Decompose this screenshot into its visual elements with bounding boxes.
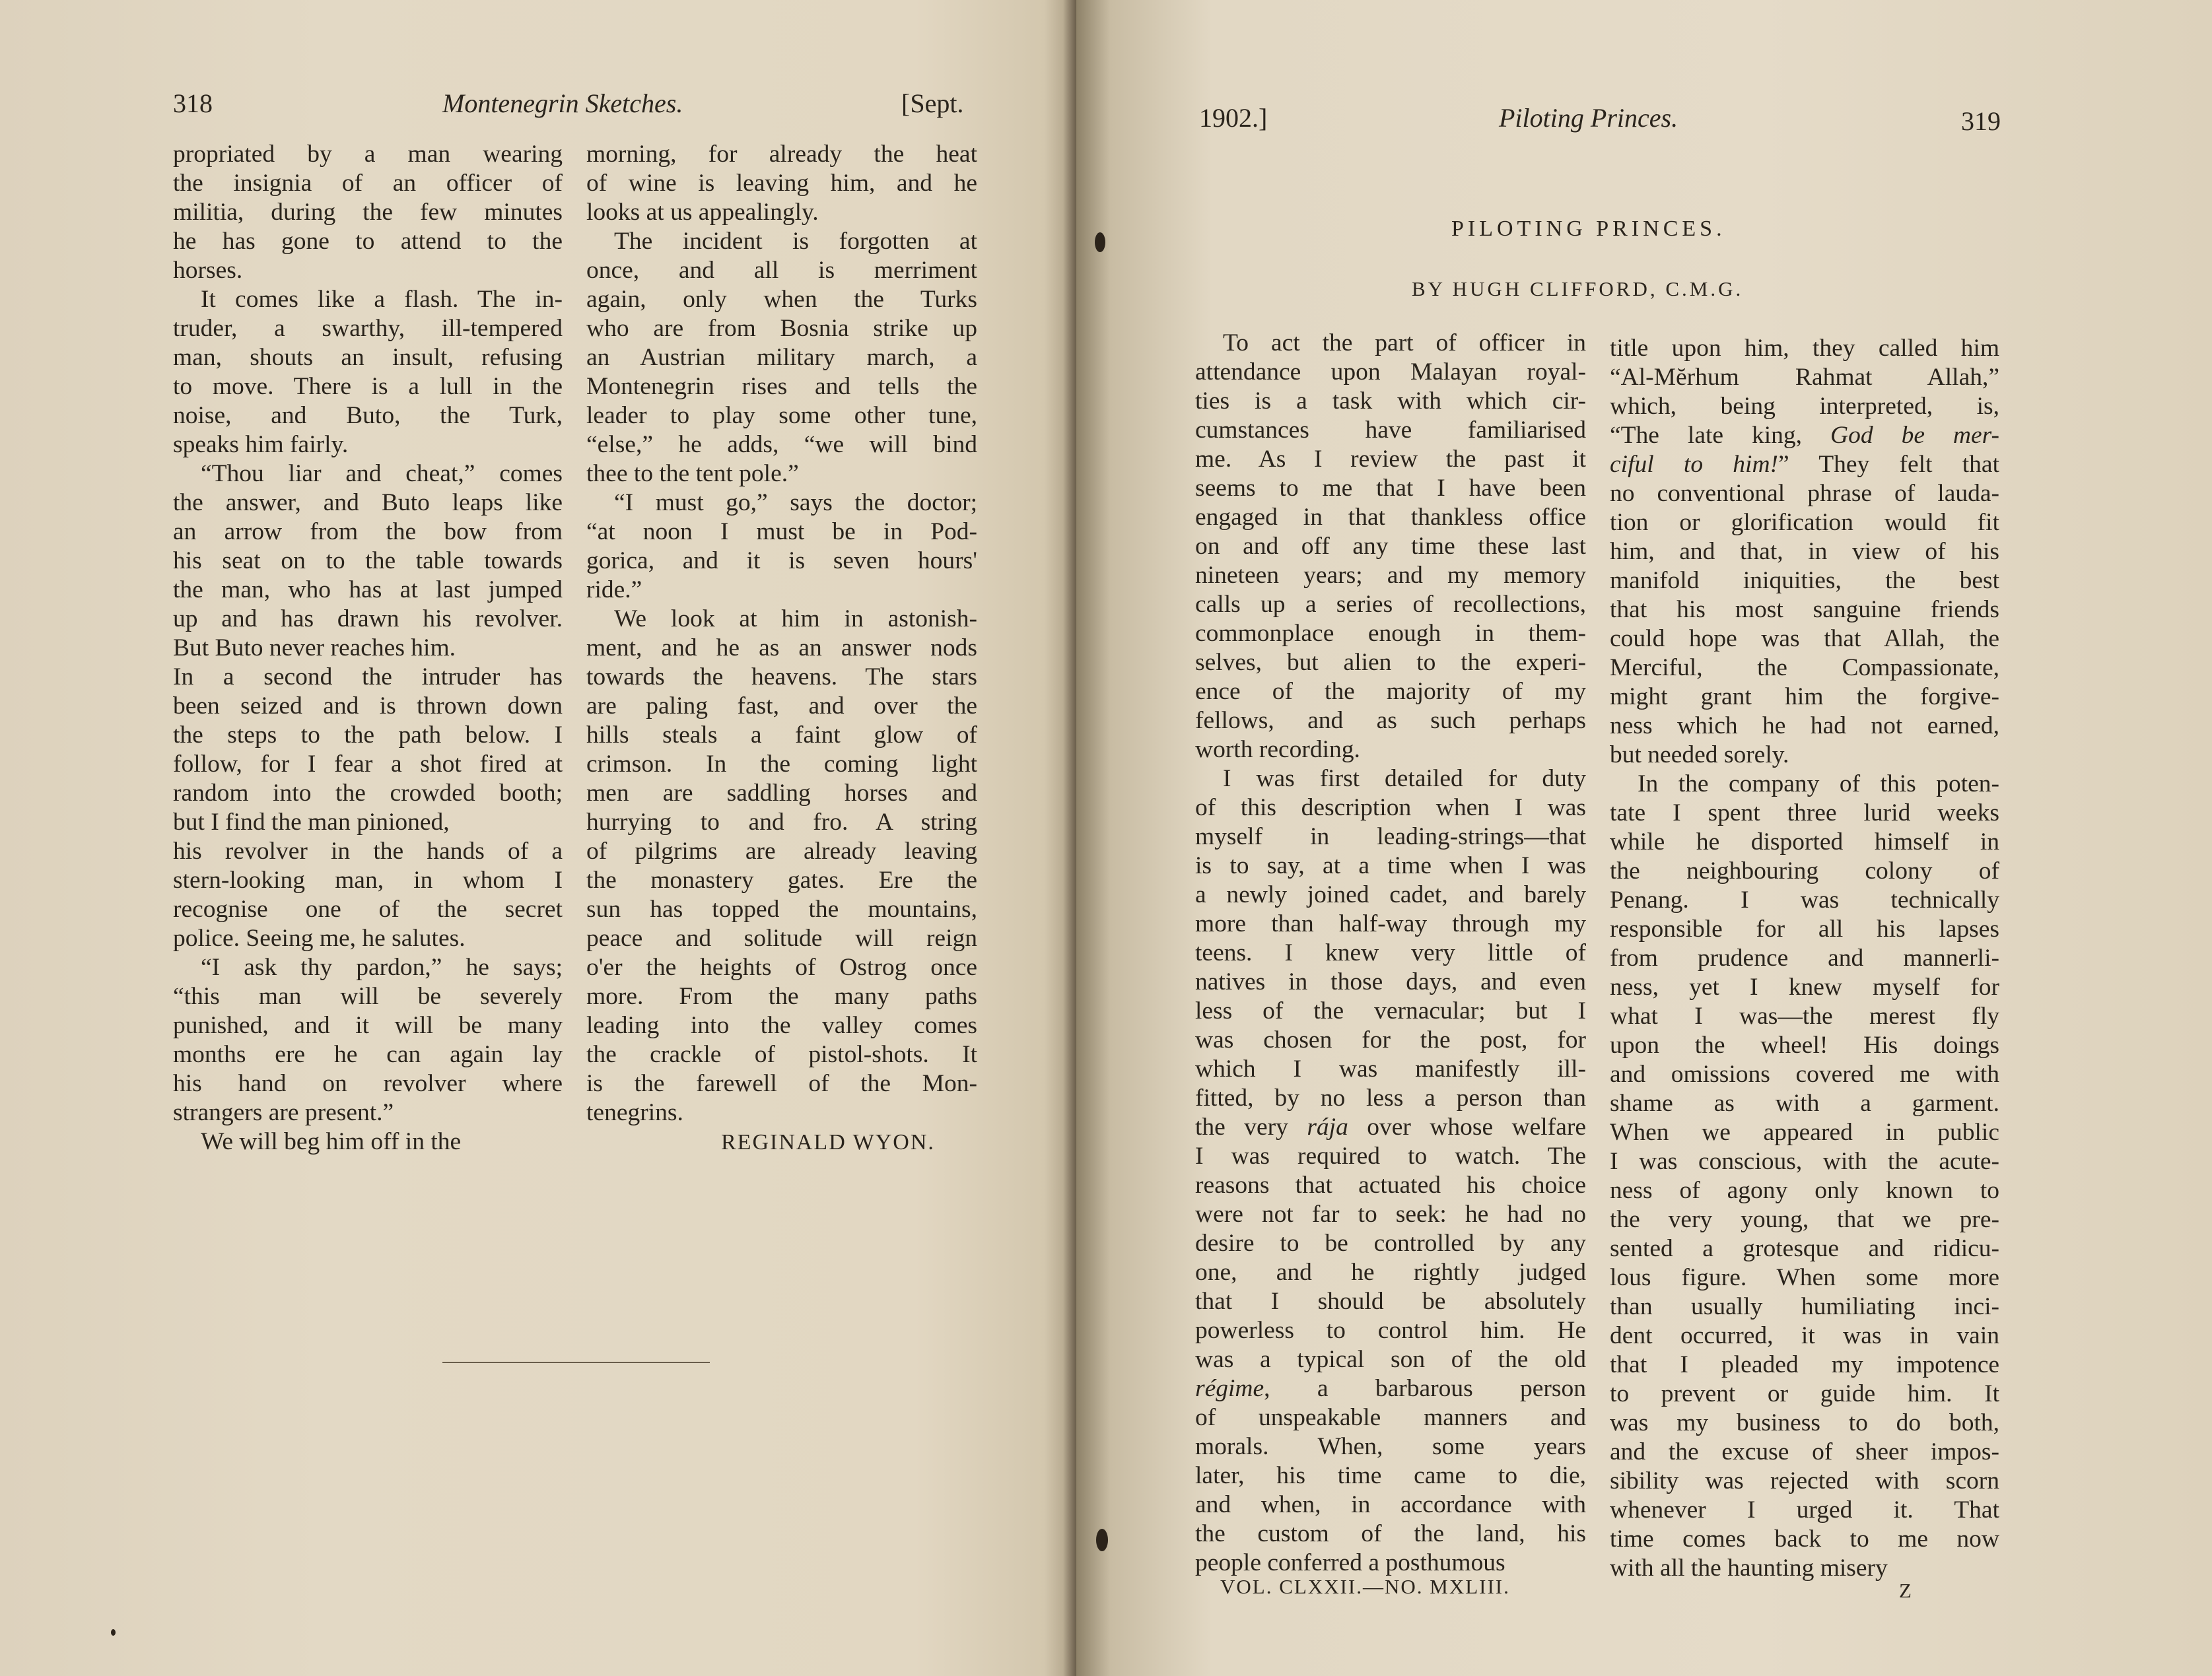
text-line: random into the crowded booth; [173,780,563,807]
text-line: o'er the heights of Ostrog once [586,954,977,981]
text-line: “at noon I must be in Pod- [586,518,977,545]
text-line: I was first detailed for duty [1223,765,1586,792]
text-line: while he disported himself in [1610,828,1999,855]
text-line: might grant him the forgive- [1610,683,1999,710]
text-line: teens. I knew very little of [1195,939,1586,966]
text-line: fellows, and as such perhaps [1195,707,1586,734]
text-line: once, and all is merriment [586,257,977,284]
text-line: of pilgrims are already leaving [586,838,977,865]
text-line: are paling fast, and over the [586,692,977,720]
text-line: Merciful, the Compassionate, [1610,654,1999,681]
text-line: than usually humiliating inci- [1610,1293,1999,1320]
text-line: nineteen years; and my memory [1195,562,1586,589]
text-line: horses. [173,257,243,284]
text-line: “The late king, God be mer- [1610,422,1999,449]
text-line: “Al-Mĕrhum Rahmat Allah,” [1610,364,1999,391]
text-line: morals. When, some years [1195,1433,1586,1460]
text-line: upon the wheel! His doings [1610,1032,1999,1059]
text-line: an Austrian military march, a [586,344,977,371]
text-line: régime, a barbarous person [1195,1375,1586,1402]
text-line: thee to the tent pole.” [586,460,799,487]
text-line: more than half-way through my [1195,910,1586,937]
text-line: an arrow from the bow from [173,518,563,545]
text-line: looks at us appealingly. [586,199,819,226]
text-line: been seized and is thrown down [173,692,563,720]
text-line: of unspeakable manners and [1195,1404,1586,1431]
text-line: “else,” he adds, “we will bind [586,431,977,458]
text-line: speaks him fairly. [173,431,349,458]
text-line: what I was—the merest fly [1610,1003,1999,1030]
text-line: of wine is leaving him, and he [586,170,977,197]
text-line: could hope was that Allah, the [1610,625,1999,652]
left-month: [Sept. [901,88,964,118]
text-line: that I pleaded my impotence [1610,1351,1999,1378]
text-line: sibility was rejected with scorn [1610,1467,1999,1494]
text-line: and when, in accordance with [1195,1491,1586,1518]
text-line: peace and solitude will reign [586,925,977,952]
text-line: ciful to him!” They felt that [1610,451,1999,478]
text-line: “this man will be severely [173,983,563,1010]
text-line: calls up a series of recollections, [1195,591,1586,618]
left-page [0,0,1076,1676]
text-line: The incident is forgotten at [614,228,977,255]
text-line: his hand on revolver where [173,1070,563,1097]
text-line: the answer, and Buto leaps like [173,489,563,516]
text-line: people conferred a posthumous [1195,1549,1505,1576]
text-line: police. Seeing me, he salutes. [173,925,466,952]
text-line: to prevent or guide him. It [1610,1380,1999,1407]
text-line: hills steals a faint glow of [586,721,977,749]
signature-mark: Z [1899,1579,1912,1602]
text-line: crimson. In the coming light [586,751,977,778]
text-line: gorica, and it is seven hours' [586,547,977,574]
text-line: ness of agony only known to [1610,1177,1999,1204]
text-line: propriated by a man wearing [173,141,563,168]
text-line: hurrying to and fro. A string [586,809,977,836]
text-line: was chosen for the post, for [1195,1026,1586,1054]
text-line: were not far to seek: he had no [1195,1201,1586,1228]
text-line: which I was manifestly ill- [1195,1056,1586,1083]
text-line: engaged in that thankless office [1195,504,1586,531]
text-line: him, and that, in view of his [1610,538,1999,565]
text-line: In the company of this poten- [1638,770,1999,797]
text-line: dent occurred, it was in vain [1610,1322,1999,1349]
text-line: To act the part of officer in [1223,329,1586,356]
text-line: cumstances have familiarised [1195,417,1586,444]
text-line: natives in those days, and even [1195,968,1586,995]
text-line: ties is a task with which cir- [1195,387,1586,415]
text-line: the crackle of pistol-shots. It [586,1041,977,1068]
text-line: morning, for already the heat [586,141,977,168]
text-line: is to say, at a time when I was [1195,852,1586,879]
text-line: lous figure. When some more [1610,1264,1999,1291]
right-year: 1902.] [1199,103,1268,133]
text-line: We look at him in astonish- [614,605,977,632]
text-line: powerless to control him. He [1195,1317,1586,1344]
text-line: follow, for I fear a shot fired at [173,751,563,778]
text-line: ment, and he as an answer nods [586,634,977,661]
article-signature: REGINALD WYON. [721,1130,935,1155]
left-column-1 [173,140,563,1156]
text-line: the steps to the path below. I [173,721,563,749]
text-line: attendance upon Malayan royal- [1195,358,1586,385]
text-line: the very young, that we pre- [1610,1206,1999,1233]
left-column-2 [586,140,977,1127]
text-line: Penang. I was technically [1610,887,1999,914]
left-page-number: 318 [173,88,213,118]
text-line: no conventional phrase of lauda- [1610,480,1999,507]
text-line: he has gone to attend to the [173,228,563,255]
text-line: fitted, by no less a person than [1195,1085,1586,1112]
text-line: worth recording. [1195,736,1360,763]
text-line: time comes back to me now [1610,1525,1999,1553]
text-line: and the excuse of sheer impos- [1610,1438,1999,1465]
text-line: I was required to watch. The [1195,1143,1586,1170]
text-line: leading into the valley comes [586,1012,977,1039]
text-line: a newly joined cadet, and barely [1195,881,1586,908]
text-line: seems to me that I have been [1195,475,1586,502]
text-line: was a typical son of the old [1195,1346,1586,1373]
text-line: again, only when the Turks [586,286,977,313]
text-line: reasons that actuated his choice [1195,1172,1586,1199]
text-line: It comes like a flash. The in- [201,286,563,313]
left-running-title: Montenegrin Sketches. [442,88,683,118]
text-line: commonplace enough in them- [1195,620,1586,647]
text-line: selves, but alien to the experi- [1195,649,1586,676]
text-line: strangers are present.” [173,1099,394,1126]
text-line: manifold iniquities, the best [1610,567,1999,594]
text-line: shame as with a garment. [1610,1090,1999,1117]
text-line: but I find the man pinioned, [173,809,450,836]
text-line: stern-looking man, in whom I [173,867,563,894]
text-line: tate I spent three lurid weeks [1610,799,1999,826]
text-line: man, shouts an insult, refusing [173,344,563,371]
text-line: less of the vernacular; but I [1195,997,1586,1024]
text-line: months ere he can again lay [173,1041,563,1068]
text-line: is the farewell of the Mon- [586,1070,977,1097]
binding-hole [1096,1529,1108,1551]
text-line: title upon him, they called him [1610,335,1999,362]
text-line: punished, and it will be many [173,1012,563,1039]
text-line: the insignia of an officer of [173,170,563,197]
text-line: that his most sanguine friends [1610,596,1999,623]
text-line: but needed sorely. [1610,741,1789,768]
text-line: In a second the intruder has [173,663,563,690]
text-line: truder, a swarthy, ill-tempered [173,315,563,342]
text-line: whenever I urged it. That [1610,1496,1999,1524]
text-line: sun has topped the mountains, [586,896,977,923]
text-line: which, being interpreted, is, [1610,393,1999,420]
text-line: When we appeared in public [1610,1119,1999,1146]
text-line: later, his time came to die, [1195,1462,1586,1489]
right-column-1 [1195,329,1586,1578]
page-speck [111,1629,116,1636]
right-page-number: 319 [1961,106,2001,136]
text-line: that I should be absolutely [1195,1288,1586,1315]
text-line: with all the haunting misery [1610,1555,1888,1582]
text-line: the neighbouring colony of [1610,857,1999,885]
text-line: the man, who has at last jumped [173,576,563,603]
volume-footer: VOL. CLXXII.—NO. MXLIII. [1220,1575,1510,1598]
text-line: responsible for all his lapses [1610,916,1999,943]
article-byline: BY HUGH CLIFFORD, C.M.G. [1412,277,1744,300]
text-line: the very rája over whose welfare [1195,1114,1586,1141]
text-line: We will beg him off in the [201,1128,462,1155]
text-line: and omissions covered me with [1610,1061,1999,1088]
right-page [1076,0,2212,1676]
text-line: noise, and Buto, the Turk, [173,402,563,429]
text-line: men are saddling horses and [586,780,977,807]
text-line: recognise one of the secret [173,896,563,923]
text-line: tenegrins. [586,1099,683,1126]
text-line: militia, during the few minutes [173,199,563,226]
text-line: I was conscious, with the acute- [1610,1148,1999,1175]
text-line: But Buto never reaches him. [173,634,456,661]
text-line: Montenegrin rises and tells the [586,373,977,400]
text-line: more. From the many paths [586,983,977,1010]
text-line: from prudence and mannerli- [1610,945,1999,972]
text-line: was my business to do both, [1610,1409,1999,1436]
text-line: the monastery gates. Ere the [586,867,977,894]
text-line: one, and he rightly judged [1195,1259,1586,1286]
text-line: his seat on to the table towards [173,547,563,574]
text-line: of this description when I was [1195,794,1586,821]
binding-hole [1095,232,1105,252]
right-running-title: Piloting Princes. [1499,103,1678,133]
text-line: up and has drawn his revolver. [173,605,563,632]
text-line: ness which he had not earned, [1610,712,1999,739]
text-line: desire to be controlled by any [1195,1230,1586,1257]
text-line: myself in leading-strings—that [1195,823,1586,850]
text-line: his revolver in the hands of a [173,838,563,865]
text-line: me. As I review the past it [1195,446,1586,473]
text-line: “Thou liar and cheat,” comes [201,460,563,487]
text-line: “I ask thy pardon,” he says; [201,954,563,981]
text-line: “I must go,” says the doctor; [614,489,977,516]
text-line: on and off any time these last [1195,533,1586,560]
text-line: sented a grotesque and ridicu- [1610,1235,1999,1262]
text-line: who are from Bosnia strike up [586,315,977,342]
text-line: leader to play some other tune, [586,402,977,429]
text-line: ness, yet I knew myself for [1610,974,1999,1001]
text-line: towards the heavens. The stars [586,663,977,690]
right-column-2 [1610,334,1999,1583]
article-title: PILOTING PRINCES. [1451,217,1726,241]
section-divider [442,1362,710,1363]
text-line: the custom of the land, his [1195,1520,1586,1547]
text-line: ence of the majority of my [1195,678,1586,705]
text-line: ride.” [586,576,642,603]
text-line: to move. There is a lull in the [173,373,563,400]
text-line: tion or glorification would fit [1610,509,1999,536]
